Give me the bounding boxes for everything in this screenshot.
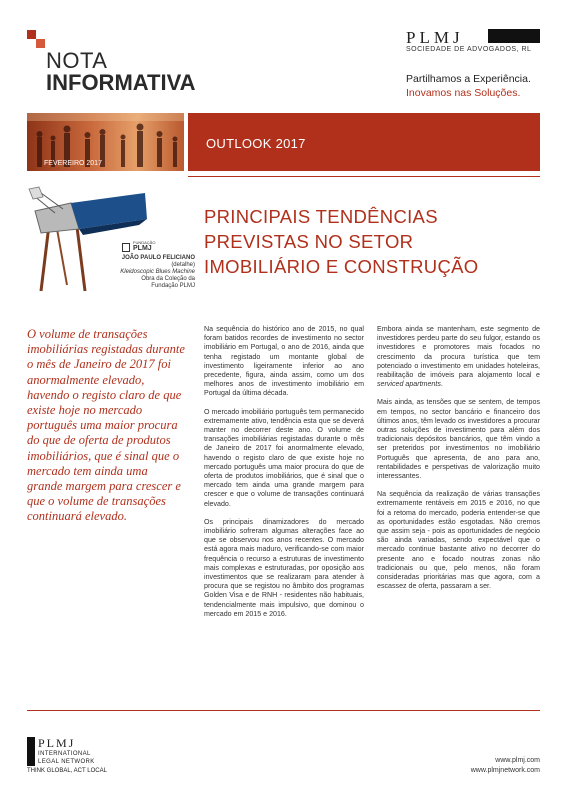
body-paragraph: Na sequência da realização de várias transações extremamente rentáveis em 2015 e 2016, no que foi a retoma do mercado, poderia entender-se que as oportunidades estão esgotadas. Não cremos que assim seja - pois as oportunidades de negócio são ainda variadas, sendo expectável que o mercado continue bastante ativo no decorrer do presente ano e focado noutras zonas não tradicionais ou que, pelo menos, não foram consideradas prioritárias mas que agora, com a escassez de oferta, passaram a ser. — [377, 490, 540, 591]
footer-brand: PLMJ — [38, 736, 76, 750]
brand-logo: PLMJ — [406, 28, 464, 47]
caption-logo-small: FUNDAÇÃO — [133, 240, 156, 245]
doc-title-line1: NOTA — [46, 48, 108, 73]
caption-artist: JOÃO PAULO FELICIANO — [121, 255, 195, 261]
article-title-line1: PRINCIPAIS TENDÊNCIAS — [204, 206, 438, 227]
footer-line1: INTERNATIONAL — [38, 751, 91, 757]
footer-url-2[interactable]: www.plmjnetwork.com — [470, 767, 540, 774]
lead-paragraph: O volume de transações imobiliárias registadas durante o mês de Janeiro de 2017 foi anormalmente elevado, havendo o registo claro de que existe hoje no mercado português uma maior procura do que de oferta de produtos imobiliários, que é sinal que o mercado tem ainda uma grande margem para crescer e que o volume de transações continuará elevado. — [27, 327, 185, 524]
body-emphasis: serviced apartments — [377, 380, 441, 389]
body-column-1 — [204, 325, 364, 628]
caption-detail: (detalhe) — [171, 262, 195, 268]
body-text: . — [440, 380, 443, 389]
caption-logo: PLMJ — [133, 245, 152, 252]
footer-tagline: THINK GLOBAL, ACT LOCAL — [27, 768, 107, 774]
caption-collection-1: Obra da Coleção da — [141, 276, 195, 282]
body-paragraph: Mais ainda, as tensões que se sentem, de tempos em tempos, no sector bancário e financeiro dos últimos anos, têm levado os investidores a procurar outras soluções de investimento para além dos tradicionais depósitos bancários, que têm vindo a ser preteridos por investimentos no imobiliário Português que apresenta, de ano para ano, rentabilidades e perspetivas de valorização muito interessantes. — [377, 398, 540, 481]
body-paragraph: O mercado imobiliário português tem permanecido extremamente ativo, tendência esta que se deverá manter no decorrer deste ano. O volume de transações imobiliárias registadas durante o mês de Janeiro de 2017 foi anormalmente elevado, havendo o registo claro de que existe hoje no mercado português uma maior procura do que de oferta de produtos imobiliários, que é sinal que o mercado tem ainda uma grande margem para crescer e que o volume de transações continuará elevado. — [204, 407, 364, 508]
caption-work: Kleidoscopic Blues Machine — [120, 269, 195, 275]
article-title-line3: IMOBILIÁRIO E CONSTRUÇÃO — [204, 256, 479, 277]
body-paragraph: Na sequência do histórico ano de 2015, no qual foram batidos recordes de investimento no sector imobiliário em Portugal, o ano de 2016, ainda que tenha registado um montante global de investimento ligeiramente inferior ao ano precedente, figura, ainda assim, como um dos melhores anos de investimento imobiliário em Portugal da última década. — [204, 325, 364, 398]
issue-date: FEVEREIRO 2017 — [44, 160, 102, 167]
section-title: OUTLOOK 2017 — [206, 136, 306, 151]
banner-rule — [188, 176, 540, 177]
brand-logo-bar — [488, 29, 540, 43]
body-text: Embora ainda se mantenham, este segmento de investidores perdeu parte do seu fulgor, estando os investidores e promotores mais focados no crescimento da procura turística que tem potenciado o investimento em unidades hoteleiras, reabilitação de imóveis para alojamento local e — [377, 325, 540, 380]
corner-square-dark — [27, 30, 36, 39]
slogan-line2: Inovamos nas Soluções. — [406, 87, 521, 99]
footer-logo-mark — [27, 737, 35, 766]
footer-url-1[interactable]: www.plmj.com — [495, 757, 540, 764]
foundation-logo-icon — [122, 243, 130, 252]
caption-collection-2: Fundação PLMJ — [151, 283, 195, 289]
article-title-line2: PREVISTAS NO SETOR — [204, 231, 414, 252]
footer-line2: LEGAL NETWORK — [38, 759, 95, 765]
doc-title-line2: INFORMATIVA — [46, 70, 196, 95]
corner-square-light — [36, 39, 45, 48]
footer-rule — [27, 710, 540, 711]
body-column-2 — [377, 325, 540, 600]
body-paragraph: Os principais dinamizadores do mercado imobiliário sofreram algumas alterações face ao que se observou nos anos recentes. O mercado está agora mais maduro, verificando-se com maior frequência o recurso a estruturas de investimento mais complexas e estruturadas, por oposição aos investimentos que se realizaram para atender à procura que se registou no âmbito dos programas Golden Visa e de RNH - residentes não habituais, tendencialmente mais impulsivo, que dominou o mercado em 2015 e 2016. — [204, 517, 364, 618]
body-paragraph — [377, 325, 540, 389]
brand-subtitle: SOCIEDADE DE ADVOGADOS, RL — [406, 46, 532, 53]
slogan-line1: Partilhamos a Experiência. — [406, 73, 531, 85]
